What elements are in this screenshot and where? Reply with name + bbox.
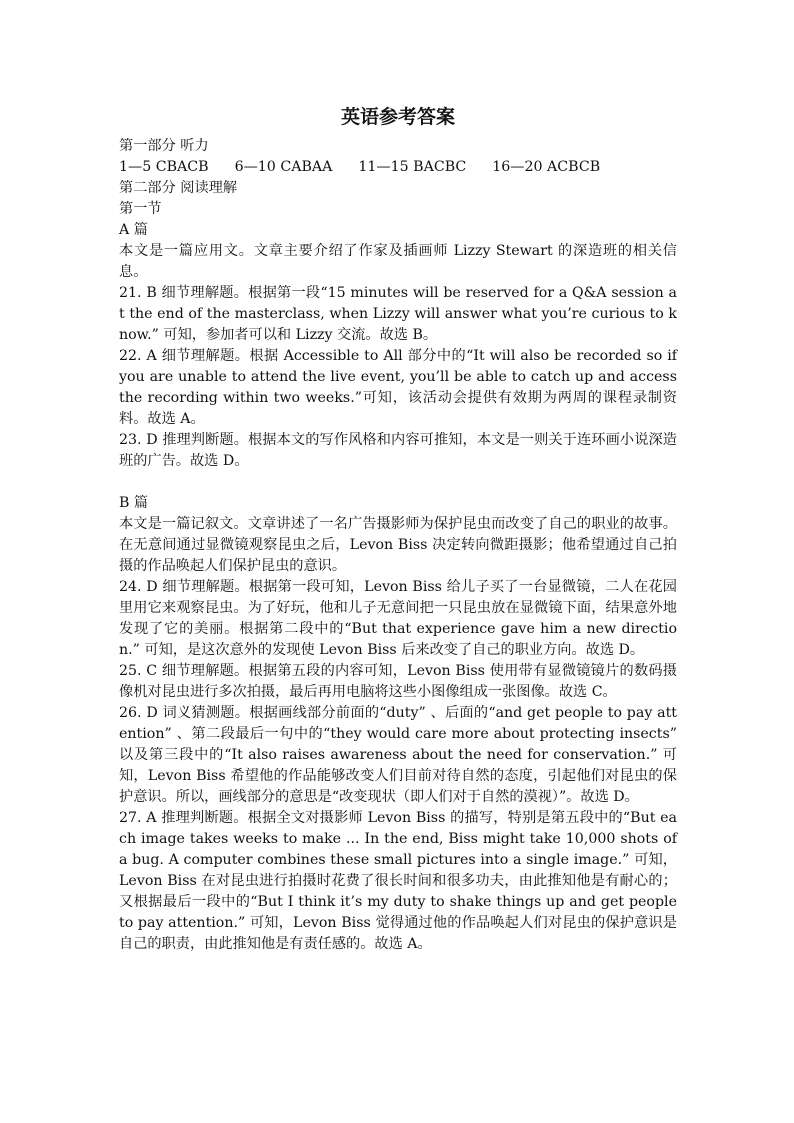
answer-item-21: 21. B 细节理解题。根据第一段“15 minutes will be reserved for a Q&A session at the end of the masterclass, when Lizzy will answer what you’re curious to know.” 可知，参加者可以和 Lizzy 交流。故选 B。: [119, 285, 677, 343]
passage-b-label: B 篇: [119, 495, 149, 511]
answer-group-1: 1—5 CBACB: [119, 159, 209, 175]
passage-a-label: A 篇: [119, 222, 148, 238]
passage-a-intro: 本文是一篇应用文。文章主要介绍了作家及插画师 Lizzy Stewart 的深造班的相关信息。: [119, 243, 677, 280]
page-title: 英语参考答案: [340, 106, 455, 128]
answer-group-3: 11—15 BACBC: [358, 159, 467, 175]
answer-item-25: 25. C 细节理解题。根据第五段的内容可知，Levon Biss 使用带有显微镜镜片的数码摄像机对昆虫进行多次拍摄，最后再用电脑将这些小图像组成一张图像。故选 C。: [119, 663, 677, 700]
part2-heading: 第二部分 阅读理解: [119, 180, 238, 196]
answer-item-22: 22. A 细节理解题。根据 Accessible to All 部分中的“It will also be recorded so if you are unable to attend the live event, you’ll be able to catch up and access the recording within two weeks.”可知，该活动会提供有效期为两周的课程录制资料。故选 A。: [119, 348, 677, 427]
answer-item-26: 26. D 词义猜测题。根据画线部分前面的“duty” 、后面的“and get people to pay attention” 、第二段最后一句中的“they would care more about protecting insects” 以及第三段中的“It also raises awareness about the need for conservation.” 可知，Levon Biss 希望他的作品能够改变人们目前对待自然的态度，引起他们对昆虫的保护意识。所以，画线部分的意思是“改变现状（即人们对于自然的漠视）”。故选 D。: [119, 705, 677, 805]
answer-item-24: 24. D 细节理解题。根据第一段可知，Levon Biss 给儿子买了一台显微镜，二人在花园里用它来观察昆虫。为了好玩，他和儿子无意间把一只昆虫放在显微镜下面，结果意外地发现了它的美丽。根据第二段中的“But that experience gave him a new direction.” 可知，是这次意外的发现使 Levon Biss 后来改变了自己的职业方向。故选 D。: [119, 579, 677, 658]
answer-group-4: 16—20 ACBCB: [492, 159, 601, 175]
answer-item-27: 27. A 推理判断题。根据全文对摄影师 Levon Biss 的描写，特别是第五段中的“But each image takes weeks to make ... In the end, Biss might take 10,000 shots of a bug. A computer combines these small pictures into a single image.” 可知，Levon Biss 在对昆虫进行拍摄时花费了很长时间和很多功夫，由此推知他是有耐心的；又根据最后一段中的“But I think it’s my duty to shake things up and get people to pay attention.” 可知，Levon Biss 觉得通过他的作品唤起人们对昆虫的保护意识是自己的职责，由此推知他是有责任感的。故选 A。: [119, 810, 677, 952]
listening-answers: [119, 157, 677, 178]
spacer: [119, 472, 677, 493]
answer-key-document: [119, 104, 677, 955]
passage-b-intro: 本文是一篇记叙文。文章讲述了一名广告摄影师为保护昆虫而改变了自己的职业的故事。在无意间通过显微镜观察昆虫之后，Levon Biss 决定转向微距摄影；他希望通过自己拍摄的作品唤起人们保护昆虫的意识。: [119, 516, 677, 574]
answer-group-2: 6—10 CABAA: [234, 159, 333, 175]
answer-item-23: 23. D 推理判断题。根据本文的写作风格和内容可推知，本文是一则关于连环画小说深造班的广告。故选 D。: [119, 432, 677, 469]
part1-heading: 第一部分 听力: [119, 138, 209, 154]
section-heading: 第一节: [119, 201, 162, 217]
